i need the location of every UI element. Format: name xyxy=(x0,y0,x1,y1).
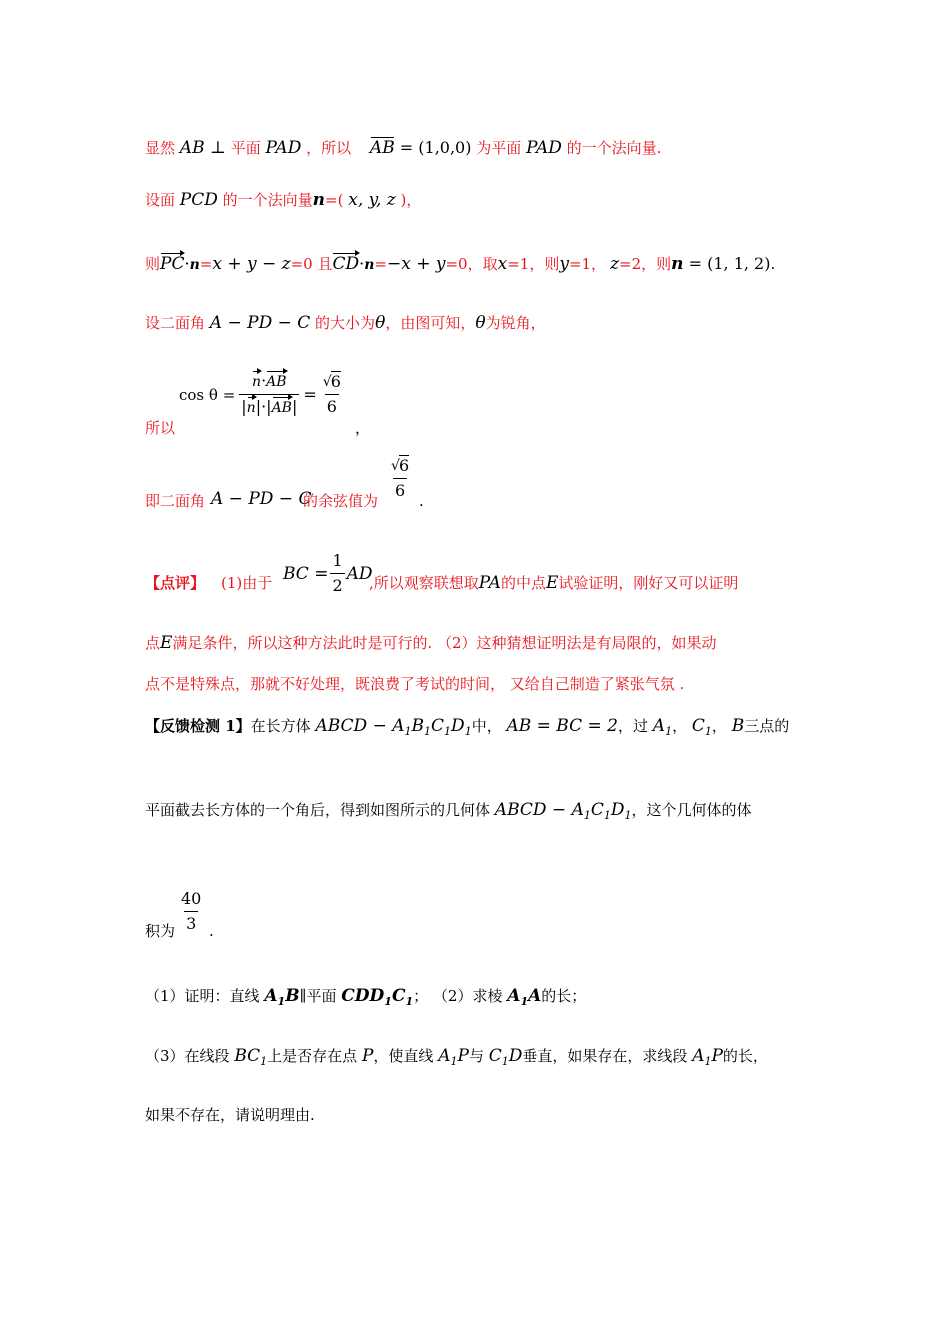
text: 中， xyxy=(471,717,502,735)
subscript: 1 xyxy=(405,995,414,1008)
math-pcd: PCD xyxy=(179,190,218,210)
math-expr: x + y − z xyxy=(212,254,291,274)
denominator: 2 xyxy=(330,573,344,597)
denominator: 3 xyxy=(184,911,198,935)
text: 垂直，如果存在，求线段 xyxy=(522,1047,688,1065)
text: = xyxy=(199,255,213,273)
text: ； （2）求棱 xyxy=(413,987,503,1005)
text: 的长； xyxy=(541,987,587,1005)
fraction-sqrt6-6 xyxy=(321,371,343,418)
text: 设面 xyxy=(145,191,176,209)
math: C xyxy=(691,716,705,736)
text: 的长， xyxy=(722,1047,768,1065)
text: =( xyxy=(325,191,344,209)
text: ,所以观察联想取 xyxy=(369,574,479,592)
subscript: 1 xyxy=(665,725,673,738)
text: 即二面角 xyxy=(145,492,206,510)
math-n: n xyxy=(189,257,200,273)
text: 则 xyxy=(145,255,161,273)
text: 平面截去长方体的一个角后，得到如图所示的几何体 xyxy=(145,801,491,819)
solution-line-2 xyxy=(145,189,421,211)
math: ABCD − A xyxy=(494,800,584,820)
text: 的一个法向量 xyxy=(222,191,313,209)
radicand: 6 xyxy=(399,456,410,475)
math-ab-bc: AB = BC = 2 xyxy=(506,716,618,736)
problem-label: 【反馈检测 1】 xyxy=(145,717,251,735)
math: D xyxy=(451,716,465,736)
subscript: 1 xyxy=(384,995,392,1008)
math-pa: PA xyxy=(478,573,501,593)
denominator: 6 xyxy=(393,478,407,502)
subscript: 1 xyxy=(520,995,529,1008)
text: =0 且 xyxy=(290,255,333,273)
vector-ab: AB xyxy=(369,138,395,158)
math-e: E xyxy=(160,633,173,653)
math: D xyxy=(610,800,625,820)
math-pad: PAD xyxy=(526,138,562,158)
math: A xyxy=(528,986,542,1006)
problem-question-1-2 xyxy=(145,985,586,1013)
math-ad: AD xyxy=(346,563,373,584)
fraction-sqrt6-6 xyxy=(389,455,411,502)
text: ，过 xyxy=(618,717,649,735)
math-normal-value: = (1,0,0) xyxy=(394,138,472,157)
math-n-value: = (1, 1, 2) xyxy=(683,254,771,273)
dot: · xyxy=(261,371,267,390)
math: A xyxy=(652,716,666,736)
text: 为平面 xyxy=(476,139,522,157)
denominator: |n|·|AB| xyxy=(239,394,299,419)
text: ，所以 xyxy=(306,139,352,157)
text: 试验证明，刚好又可以证明 xyxy=(558,574,739,592)
text: 所以 xyxy=(145,419,176,437)
math-n: n xyxy=(671,254,684,274)
math-theta: θ xyxy=(475,313,486,333)
math-bc: BC = xyxy=(283,563,329,584)
subscript: 1 xyxy=(424,725,432,738)
text: ，这个几何体的体 xyxy=(631,801,752,819)
text: 上是否存在点 xyxy=(267,1047,358,1065)
subscript: 1 xyxy=(704,1055,712,1068)
cos-formula xyxy=(179,370,343,419)
math: C xyxy=(590,800,604,820)
math: ABCD − A xyxy=(315,716,405,736)
problem-line-3 xyxy=(145,888,345,940)
fraction-40-3 xyxy=(179,888,203,935)
comment-line-2 xyxy=(145,632,717,654)
comment-label: 【点评】 xyxy=(145,574,206,592)
math-dihedral: A − PD − C xyxy=(209,313,311,333)
text: 显然 xyxy=(145,139,176,157)
text: =0，取 xyxy=(445,255,498,273)
text: 的中点 xyxy=(500,574,546,592)
text: 平面 xyxy=(230,139,261,157)
equals: = xyxy=(303,384,317,404)
text: = xyxy=(374,255,387,273)
vector-n: n xyxy=(252,371,261,393)
math: CDD xyxy=(341,986,385,1006)
math: C xyxy=(391,986,406,1006)
text: （1）证明：直线 xyxy=(145,987,260,1005)
text: （3）在线段 xyxy=(145,1047,230,1065)
math: B xyxy=(285,986,300,1006)
math: B xyxy=(411,716,425,736)
text: ， xyxy=(711,717,727,735)
text: =2，则 xyxy=(619,255,672,273)
math: P xyxy=(361,1046,374,1066)
subscript: 1 xyxy=(704,725,712,738)
math: A xyxy=(438,1046,451,1066)
denominator: 6 xyxy=(325,394,339,418)
subscript: 1 xyxy=(603,809,611,822)
math: C xyxy=(431,716,445,736)
math-bc-eq xyxy=(283,550,373,597)
math-dihedral: A − PD − C xyxy=(211,489,312,509)
math: A xyxy=(264,986,278,1006)
math-xyz: x, y, z xyxy=(348,190,396,210)
numerator: √ 6 xyxy=(391,456,410,475)
math-z: z xyxy=(610,254,620,274)
math-cos: cos θ = xyxy=(179,385,236,404)
text: 三点的 xyxy=(744,717,790,735)
text: 的一个法向量. xyxy=(566,139,662,157)
dot: · xyxy=(184,254,190,273)
text: . xyxy=(419,492,424,510)
solution-line-6 xyxy=(145,455,545,511)
subscript: 1 xyxy=(260,1055,268,1068)
math-n: n xyxy=(312,190,326,210)
text: =1，则 xyxy=(507,255,560,273)
text: 满足条件，所以这种方法此时是可行的. （2）这种猜想证明法是有局限的，如果动 xyxy=(172,634,717,652)
math: D xyxy=(508,1046,523,1066)
subscript: 1 xyxy=(464,725,472,738)
text: ，使直线 xyxy=(373,1047,434,1065)
math-ab-perp: AB ⊥ xyxy=(179,138,226,158)
radicand: 6 xyxy=(330,372,341,391)
text: 在长方体 xyxy=(250,717,311,735)
text: ，由图可知， xyxy=(385,314,476,332)
text: 积为 xyxy=(145,922,176,940)
math-expr: −x + y xyxy=(386,254,446,274)
math-n: n xyxy=(364,257,375,273)
solution-line-4 xyxy=(145,312,546,334)
text: =1， xyxy=(568,255,607,273)
problem-line-2 xyxy=(145,799,752,827)
subscript: 1 xyxy=(404,725,412,738)
dot: · xyxy=(359,254,365,273)
fraction xyxy=(239,370,299,419)
fraction-half xyxy=(330,550,344,597)
math: A xyxy=(507,986,521,1006)
subscript: 1 xyxy=(624,809,632,822)
problem-question-3 xyxy=(145,1045,768,1073)
math-e: E xyxy=(545,573,559,593)
vector-cd: CD xyxy=(332,254,360,274)
vector-ab: AB xyxy=(272,397,292,419)
text: 点不是特殊点，那就不好处理，既浪费了考试的时间， 又给自己制造了紧张气氛 . xyxy=(145,675,685,693)
numerator: 40 xyxy=(181,889,202,908)
problem-line-1 xyxy=(145,715,789,743)
vector-n: n xyxy=(247,397,256,419)
solution-line-3 xyxy=(145,253,775,276)
text: ， xyxy=(672,717,688,735)
math: P xyxy=(711,1046,723,1066)
comment-line-1 xyxy=(145,550,825,600)
comment-line-3 xyxy=(145,673,684,695)
numerator: √ 6 xyxy=(322,372,341,391)
math: A xyxy=(692,1046,705,1066)
text: 的余弦值为 xyxy=(303,492,379,510)
vector-ab: AB xyxy=(266,371,286,393)
math-pad: PAD xyxy=(265,138,302,158)
math-theta: θ xyxy=(375,313,386,333)
subscript: 1 xyxy=(277,995,286,1008)
math: BC xyxy=(234,1046,261,1066)
subscript: 1 xyxy=(444,725,452,738)
solution-line-5 xyxy=(145,370,445,440)
vector-pc: PC xyxy=(160,254,185,274)
text: 为锐角， xyxy=(485,314,546,332)
numerator: 1 xyxy=(332,551,343,570)
subscript: 1 xyxy=(450,1055,458,1068)
numerator xyxy=(250,370,289,394)
text: 设二面角 xyxy=(145,314,206,332)
text: 如果不存在，请说明理由. xyxy=(145,1106,315,1124)
text: )， xyxy=(400,191,422,209)
text: 与 xyxy=(468,1047,484,1065)
text: . xyxy=(209,922,214,940)
text: (1)由于 xyxy=(221,574,273,592)
math: C xyxy=(488,1046,502,1066)
solution-line-1 xyxy=(145,137,661,159)
subscript: 1 xyxy=(501,1055,509,1068)
text: ∥平面 xyxy=(299,987,337,1005)
math: P xyxy=(457,1046,469,1066)
problem-question-3-tail xyxy=(145,1104,315,1126)
text: 的大小为 xyxy=(315,314,376,332)
math-y: y xyxy=(559,254,569,274)
math-x: x xyxy=(497,254,508,274)
comment-tail xyxy=(369,572,738,594)
math: B xyxy=(731,716,745,736)
subscript: 1 xyxy=(583,809,591,822)
text: 点 xyxy=(145,634,161,652)
text: ， xyxy=(355,419,371,437)
text: . xyxy=(770,255,776,273)
